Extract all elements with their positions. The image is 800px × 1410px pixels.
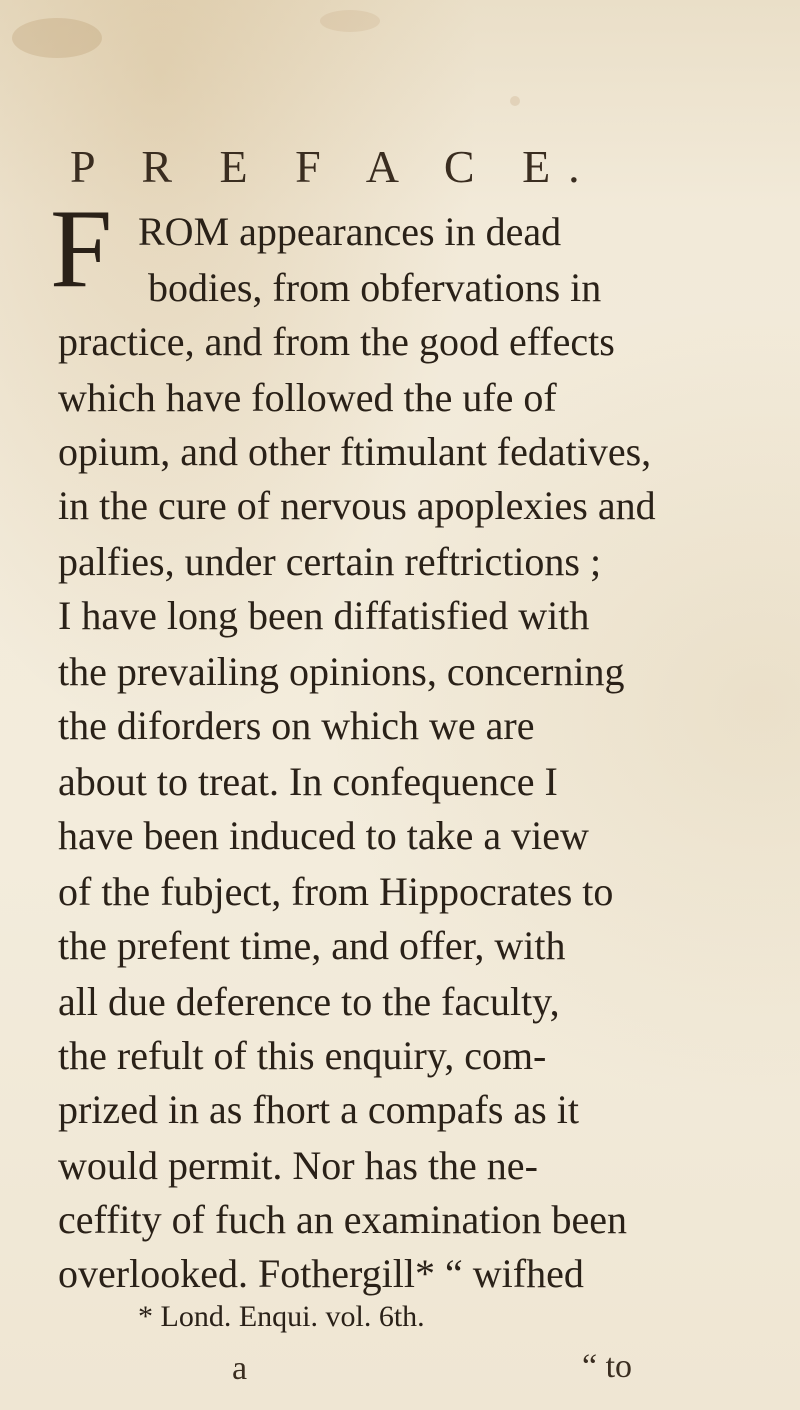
text-line-11: about to treat. In confequence I: [58, 759, 558, 804]
text-line-12: have been induced to take a view: [58, 813, 589, 858]
text-line-10: the diforders on which we are: [58, 703, 535, 748]
text-line-9: the prevailing opinions, concerning: [58, 649, 625, 694]
footnote: * Lond. Enqui. vol. 6th.: [138, 1300, 425, 1333]
text-line-7: palfies, under certain reftrictions ;: [58, 539, 602, 584]
text-line-1: ROM appearances in dead: [138, 209, 562, 254]
text-line-18: would permit. Nor has the ne-: [58, 1143, 538, 1188]
text-line-19: ceffity of fuch an examination been: [58, 1197, 628, 1242]
text-line-15: all due deference to the faculty,: [58, 979, 560, 1024]
paper-stain: [320, 10, 380, 32]
text-line-17: prized in as fhort a compafs as it: [58, 1087, 579, 1132]
signature-mark: a: [232, 1350, 248, 1387]
page-heading: P R E F A C E.: [70, 141, 598, 192]
text-line-16: the refult of this enquiry, com-: [58, 1033, 547, 1078]
text-line-20: overlooked. Fothergill* “ wifhed: [58, 1251, 584, 1296]
paper-stain: [12, 18, 102, 58]
text-line-14: the prefent time, and offer, with: [58, 923, 566, 968]
text-line-13: of the fubject, from Hippocrates to: [58, 869, 614, 914]
text-line-2: bodies, from obfervations in: [148, 265, 602, 310]
text-line-3: practice, and from the good effects: [58, 319, 615, 364]
text-line-5: opium, and other ftimulant fedatives,: [58, 429, 652, 474]
text-line-6: in the cure of nervous apoplexies and: [58, 483, 656, 528]
paper-stain: [510, 96, 520, 106]
drop-cap: F: [50, 187, 113, 311]
text-line-4: which have followed the ufe of: [58, 375, 557, 420]
catchword: “ to: [582, 1348, 633, 1385]
text-line-8: I have long been diffatisfied with: [58, 593, 590, 638]
